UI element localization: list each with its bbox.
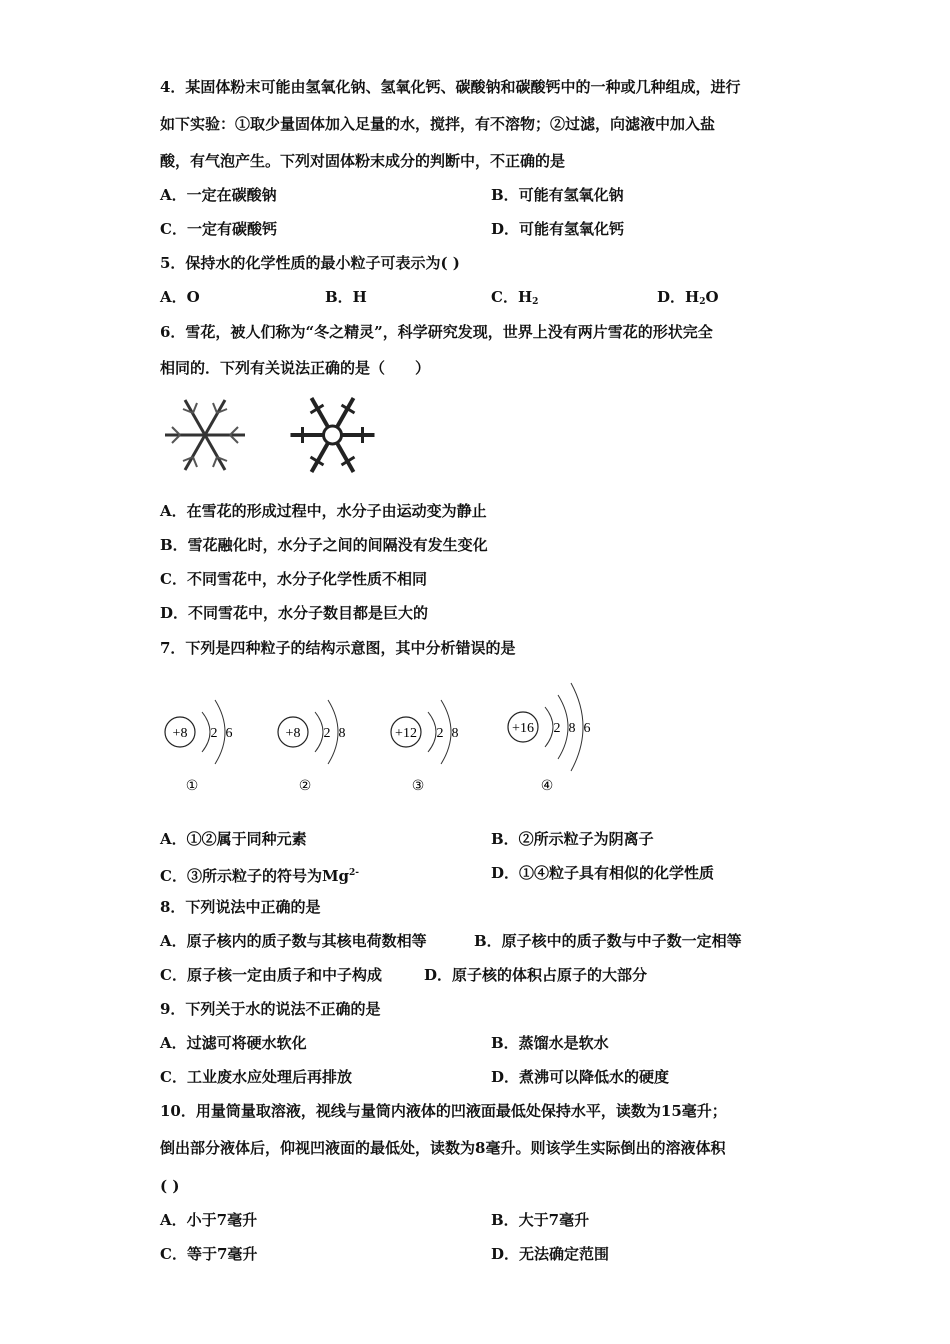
electron-shell-arc	[428, 712, 436, 752]
electron-shell-arc	[315, 712, 323, 752]
q7-option-c: C．③所示粒子的符号为$Mg^{2-}$	[160, 867, 360, 885]
diagram-label: ③	[411, 778, 425, 794]
shell-electron-count: 8	[451, 726, 459, 741]
q7-stem: 7．下列是四种粒子的结构示意图，其中分析错误的是	[160, 639, 516, 657]
q9-option-d: D．煮沸可以降低水的硬度	[491, 1068, 670, 1086]
q8-stem: 8．下列说法中正确的是	[160, 898, 321, 916]
shell-electron-count: 6	[225, 726, 233, 741]
q5-option-d: D．$H_2O$	[657, 288, 719, 307]
atom-diagram	[388, 672, 498, 802]
snowflake-image-2	[285, 390, 380, 480]
snowflake-image-1	[160, 390, 250, 480]
q10-stem-line3: ( )	[160, 1177, 180, 1195]
q7-option-a: A．①②属于同种元素	[160, 830, 307, 848]
q8-option-b: B．原子核中的质子数与中子数一定相等	[474, 932, 742, 950]
shell-electron-count: 8	[568, 721, 576, 736]
atom-diagram	[505, 672, 615, 802]
atom-diagram	[275, 672, 385, 802]
q10-option-a: A．小于7毫升	[160, 1211, 258, 1229]
q5-option-c: C．$H_2$	[491, 288, 539, 307]
q4-option-a: A．一定在碳酸钠	[160, 186, 277, 204]
q6-option-b: B．雪花融化时，水分子之间的间隔没有发生变化	[160, 536, 488, 554]
nucleus-charge: +8	[285, 726, 301, 741]
diagram-label: ①	[185, 778, 199, 794]
q4-stem-line2: 如下实验：①取少量固体加入足量的水，搅拌，有不溶物；②过滤，向滤液中加入盐	[160, 115, 716, 133]
shell-electron-count: 2	[323, 726, 331, 741]
electron-shell-arc	[545, 707, 553, 747]
q4-option-c: C．一定有碳酸钙	[160, 220, 277, 238]
shell-electron-count: 8	[338, 726, 346, 741]
q4-stem-line1: 4．某固体粉末可能由氢氧化钠、氢氧化钙、碳酸钠和碳酸钙中的一种或几种组成，进行	[160, 78, 741, 96]
q6-option-a: A．在雪花的形成过程中，水分子由运动变为静止	[160, 502, 487, 520]
diagram-label: ②	[298, 778, 312, 794]
q4-option-d: D．可能有氢氧化钙	[491, 220, 625, 238]
q10-stem-line2: 倒出部分液体后，仰视凹液面的最低处，读数为8毫升。则该学生实际倒出的溶液体积	[160, 1139, 726, 1157]
q6-option-c: C．不同雪花中，水分子化学性质不相同	[160, 570, 427, 588]
q5-option-b: B．H	[325, 288, 367, 306]
q9-stem: 9．下列关于水的说法不正确的是	[160, 1000, 381, 1018]
q7-option-b: B．②所示粒子为阴离子	[491, 830, 654, 848]
electron-shell-arc	[202, 712, 210, 752]
nucleus-charge: +8	[172, 726, 188, 741]
q9-option-b: B．蒸馏水是软水	[491, 1034, 609, 1052]
nucleus-charge: +16	[512, 721, 534, 736]
q9-option-c: C．工业废水应处理后再排放	[160, 1068, 352, 1086]
q10-option-b: B．大于7毫升	[491, 1211, 590, 1229]
q6-stem-line1: 6．雪花，被人们称为“冬之精灵”，科学研究发现，世界上没有两片雪花的形状完全	[160, 323, 713, 341]
q10-option-c: C．等于7毫升	[160, 1245, 258, 1263]
nucleus-charge: +12	[395, 726, 417, 741]
q8-option-d: D．原子核的体积占原子的大部分	[424, 966, 648, 984]
shell-electron-count: 6	[583, 721, 591, 736]
q10-stem-line1: 10．用量筒量取溶液，视线与量筒内液体的凹液面最低处保持水平，读数为15毫升；	[160, 1102, 727, 1120]
q8-option-c: C．原子核一定由质子和中子构成	[160, 966, 382, 984]
q5-stem: 5．保持水的化学性质的最小粒子可表示为( )	[160, 254, 460, 272]
q9-option-a: A．过滤可将硬水软化	[160, 1034, 307, 1052]
q4-stem-line3: 酸，有气泡产生。下列对固体粉末成分的判断中，不正确的是	[160, 152, 566, 170]
q8-option-a: A．原子核内的质子数与其核电荷数相等	[160, 932, 427, 950]
shell-electron-count: 2	[553, 721, 561, 736]
shell-electron-count: 2	[436, 726, 444, 741]
diagram-label: ④	[540, 778, 554, 794]
q5-option-a: A．O	[160, 288, 200, 306]
q7-option-d: D．①④粒子具有相似的化学性质	[491, 864, 715, 882]
q6-stem-line2: 相同的．下列有关说法正确的是（ ）	[160, 359, 431, 377]
q6-option-d: D．不同雪花中，水分子数目都是巨大的	[160, 604, 429, 622]
q10-option-d: D．无法确定范围	[491, 1245, 610, 1263]
shell-electron-count: 2	[210, 726, 218, 741]
atom-diagram	[162, 672, 272, 802]
q4-option-b: B．可能有氢氧化钠	[491, 186, 624, 204]
